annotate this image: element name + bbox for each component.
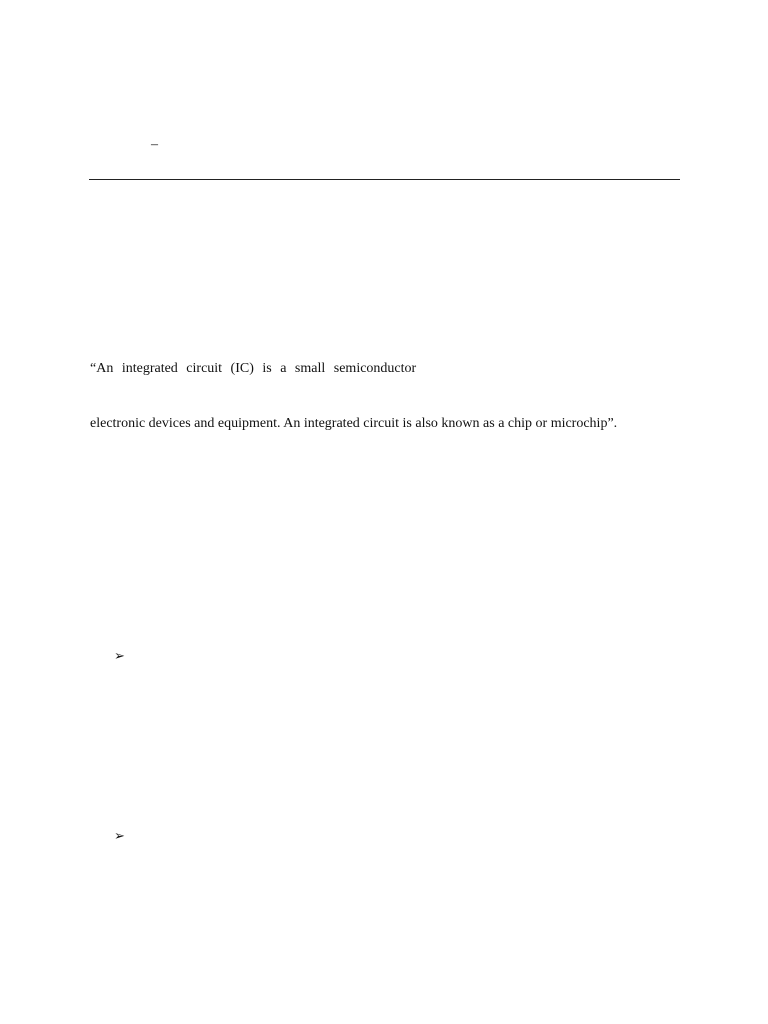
bullet-arrow-icon: ➢ (114, 648, 125, 663)
header-rule (89, 179, 680, 180)
header-dash: – (151, 137, 158, 152)
paragraph-line-2: electronic devices and equipment. An integrated circuit is also known as a chip or microchip”. (90, 416, 618, 431)
paragraph-line-1: “An integrated circuit (IC) is a small semiconductor (90, 361, 417, 376)
bullet-arrow-icon: ➢ (114, 828, 125, 843)
